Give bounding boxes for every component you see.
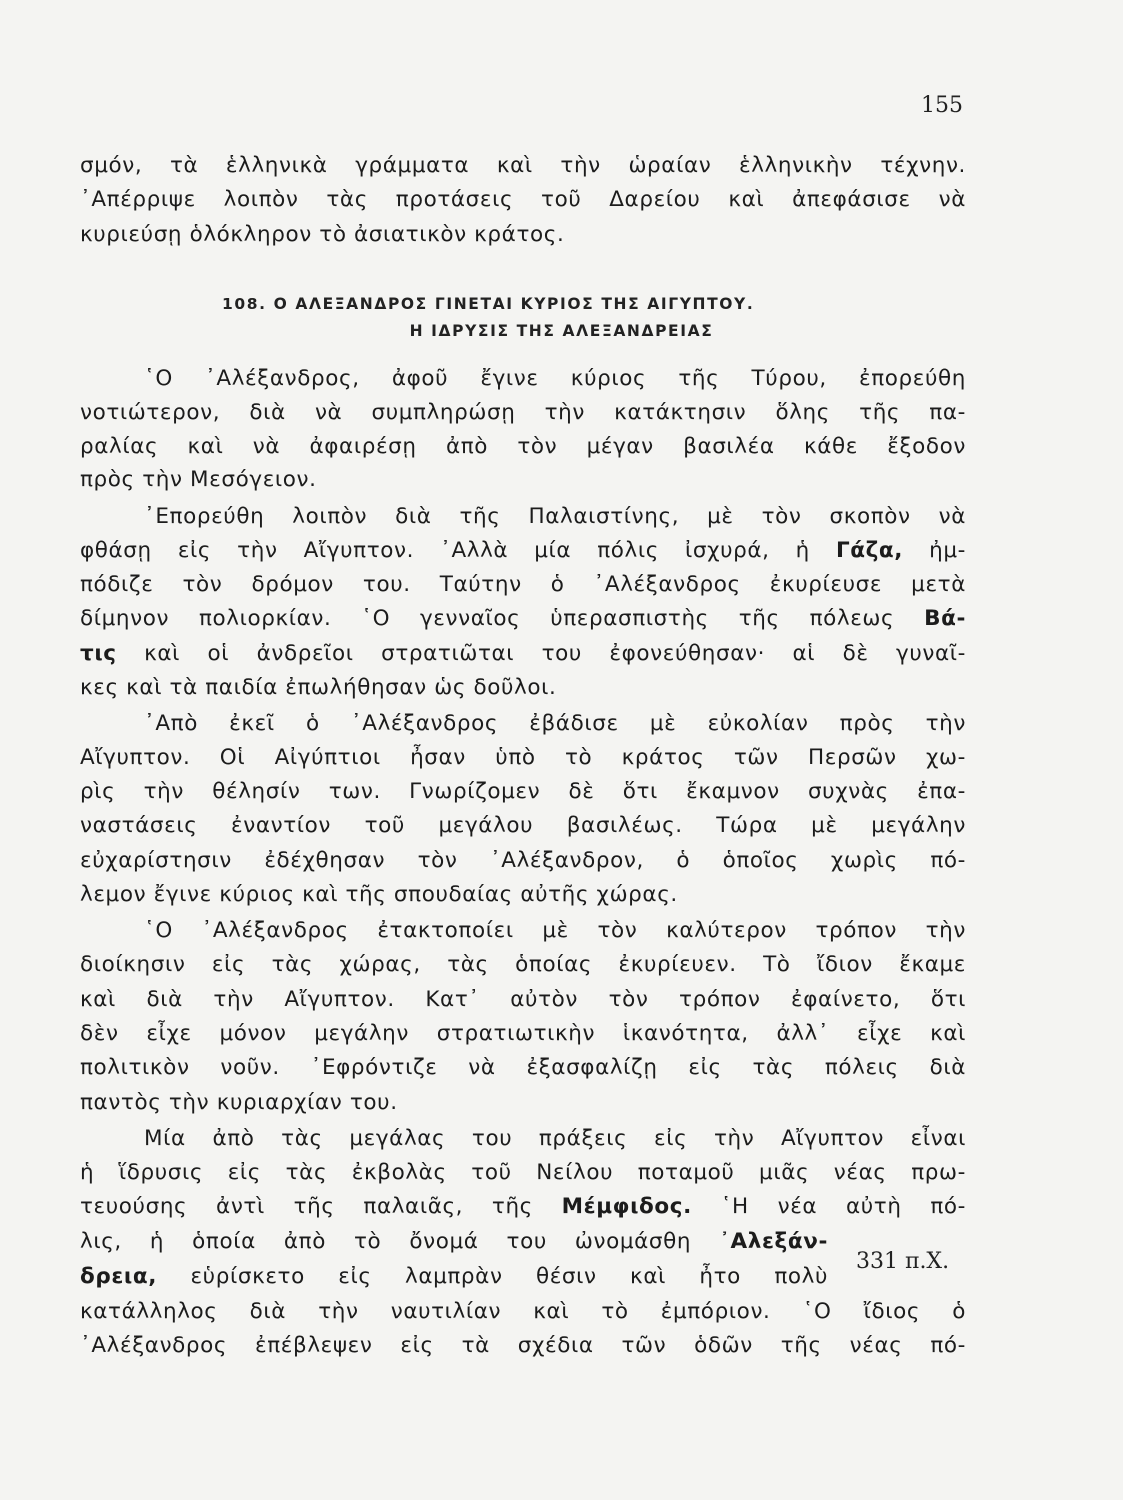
text-span: λις, ἡ ὁποία ἀπὸ τὸ ὄνομά του ὠνομάσθη: [80, 1229, 720, 1254]
text-line: σμόν, τὰ ἑλληνικὰ γράμματα καὶ τὴν ὡραίαν ἑλληνικὴν τέχνην.: [80, 153, 966, 178]
text-line: κες καὶ τὰ παιδία ἐπωλήθησαν ὡς δοῦλοι.: [80, 675, 557, 700]
text-line: εὐχαρίστησιν ἐδέχθησαν τὸν ᾿Αλέξανδρον, ὁ ὁποῖος χωρὶς πό-: [80, 848, 966, 873]
text-line: διοίκησιν εἰς τὰς χώρας, τὰς ὁποίας ἐκυρίευεν. Τὸ ἴδιον ἔκαμε: [80, 952, 966, 977]
text-line: ᾿Επορεύθη λοιπὸν διὰ τῆς Παλαιστίνης, μὲ τὸν σκοπὸν νὰ: [144, 504, 966, 529]
bold-term-alexandria: ᾿Αλεξάν-: [719, 1229, 828, 1254]
bold-term-alexandria-end: δρεια,: [80, 1264, 158, 1289]
text-span: καὶ οἱ ἀνδρεῖοι στρατιῶται του ἐφονεύθησαν· αἱ δὲ γυναῖ-: [116, 641, 966, 666]
text-span: ῾Η νέα αὐτὴ πό-: [691, 1194, 966, 1219]
text-line: κατάλληλος διὰ τὴν ναυτιλίαν καὶ τὸ ἐμπόριον. ῾Ο ἴδιος ὁ: [80, 1299, 966, 1324]
text-span: τευούσης ἀντὶ τῆς παλαιᾶς, τῆς: [80, 1194, 562, 1219]
text-line: ῾Ο ᾿Αλέξανδρος, ἀφοῦ ἔγινε κύριος τῆς Τύρου, ἐπορεύθη: [144, 366, 966, 391]
text-line: παντὸς τὴν κυριαρχίαν του.: [80, 1090, 398, 1115]
text-line: [80, 639, 966, 669]
text-line: [80, 604, 966, 634]
text-line: ναστάσεις ἐναντίον τοῦ μεγάλου βασιλέως. Τώρα μὲ μεγάλην: [80, 813, 966, 838]
text-span: ἠμ-: [903, 538, 966, 563]
text-line: κυριεύσῃ ὁλόκληρον τὸ ἀσιατικὸν κράτος.: [80, 222, 565, 247]
text-line: ῾Ο ᾿Αλέξανδρος ἐτακτοποίει μὲ τὸν καλύτερον τρόπον τὴν: [144, 918, 966, 943]
bold-term-memphis: Μέμφιδος.: [561, 1194, 692, 1219]
section-subheading: Η ΙΔΡΥΣΙΣ ΤΗΣ ΑΛΕΞΑΝΔΡΕΙΑΣ: [409, 322, 714, 340]
text-line: δὲν εἶχε μόνον μεγάλην στρατιωτικὴν ἱκανότητα, ἀλλ᾿ εἶχε καὶ: [80, 1021, 966, 1046]
text-line: ᾿Αλέξανδρος ἐπέβλεψεν εἰς τὰ σχέδια τῶν ὁδῶν τῆς νέας πό-: [80, 1333, 966, 1358]
text-line: νοτιώτερον, διὰ νὰ συμπληρώσῃ τὴν κατάκτησιν ὅλης τῆς πα-: [80, 400, 966, 425]
bold-term-batis-end: τις: [80, 641, 117, 666]
text-line: ραλίας καὶ νὰ ἀφαιρέσῃ ἀπὸ τὸν μέγαν βασιλέα κάθε ἔξοδον: [80, 434, 966, 459]
text-line: Αἴγυπτον. Οἱ Αἰγύπτιοι ἦσαν ὑπὸ τὸ κράτος τῶν Περσῶν χω-: [80, 745, 966, 770]
text-line: πόδιζε τὸν δρόμον του. Ταύτην ὁ ᾿Αλέξανδρος ἐκυρίευσε μετὰ: [80, 572, 966, 597]
text-line: ᾿Απὸ ἐκεῖ ὁ ᾿Αλέξανδρος ἐβάδισε μὲ εὐκολίαν πρὸς τὴν: [144, 711, 966, 736]
text-line: Μία ἀπὸ τὰς μεγάλας του πράξεις εἰς τὴν Αἴγυπτον εἶναι: [144, 1126, 966, 1151]
text-span: δίμηνον πολιορκίαν. ῾Ο γενναῖος ὑπερασπιστὴς τῆς πόλεως: [80, 606, 925, 631]
text-line: [80, 1227, 828, 1257]
page-number: 155: [921, 93, 963, 118]
text-line: [80, 536, 966, 566]
text-line: καὶ διὰ τὴν Αἴγυπτον. Κατ᾿ αὐτὸν τὸν τρόπον ἐφαίνετο, ὅτι: [80, 987, 966, 1012]
text-line: πολιτικὸν νοῦν. ᾿Εφρόντιζε νὰ ἐξασφαλίζῃ εἰς τὰς πόλεις διὰ: [80, 1055, 966, 1080]
section-heading: 108. Ο ΑΛΕΞΑΝΔΡΟΣ ΓΙΝΕΤΑΙ ΚΥΡΙΟΣ ΤΗΣ ΑΙΓΥΠΤΟΥ.: [222, 295, 755, 313]
text-line: ᾿Απέρριψε λοιπὸν τὰς προτάσεις τοῦ Δαρείου καὶ ἀπεφάσισε νὰ: [80, 187, 966, 212]
text-line: ρὶς τὴν θέλησίν των. Γνωρίζομεν δὲ ὅτι ἔκαμνον συχνὰς ἐπα-: [80, 779, 966, 804]
margin-note-date: 331 π.Χ.: [856, 1249, 950, 1274]
text-line: πρὸς τὴν Μεσόγειον.: [80, 467, 317, 492]
text-line: [80, 1262, 828, 1292]
text-span: φθάσῃ εἰς τὴν Αἴγυπτον. ᾿Αλλὰ μία πόλις ἰσχυρά, ἡ: [80, 538, 836, 563]
text-line: [80, 1192, 966, 1222]
text-span: εὑρίσκετο εἰς λαμπρὰν θέσιν καὶ ἦτο πολὺ: [157, 1264, 828, 1289]
text-line: λεμον ἔγινε κύριος καὶ τῆς σπουδαίας αὐτῆς χώρας.: [80, 882, 678, 907]
bold-term-gaza: Γάζα,: [835, 538, 904, 563]
bold-term-batis: Βά-: [924, 606, 966, 631]
text-line: ἡ ἵδρυσις εἰς τὰς ἐκβολὰς τοῦ Νείλου ποταμοῦ μιᾶς νέας πρω-: [80, 1160, 966, 1185]
